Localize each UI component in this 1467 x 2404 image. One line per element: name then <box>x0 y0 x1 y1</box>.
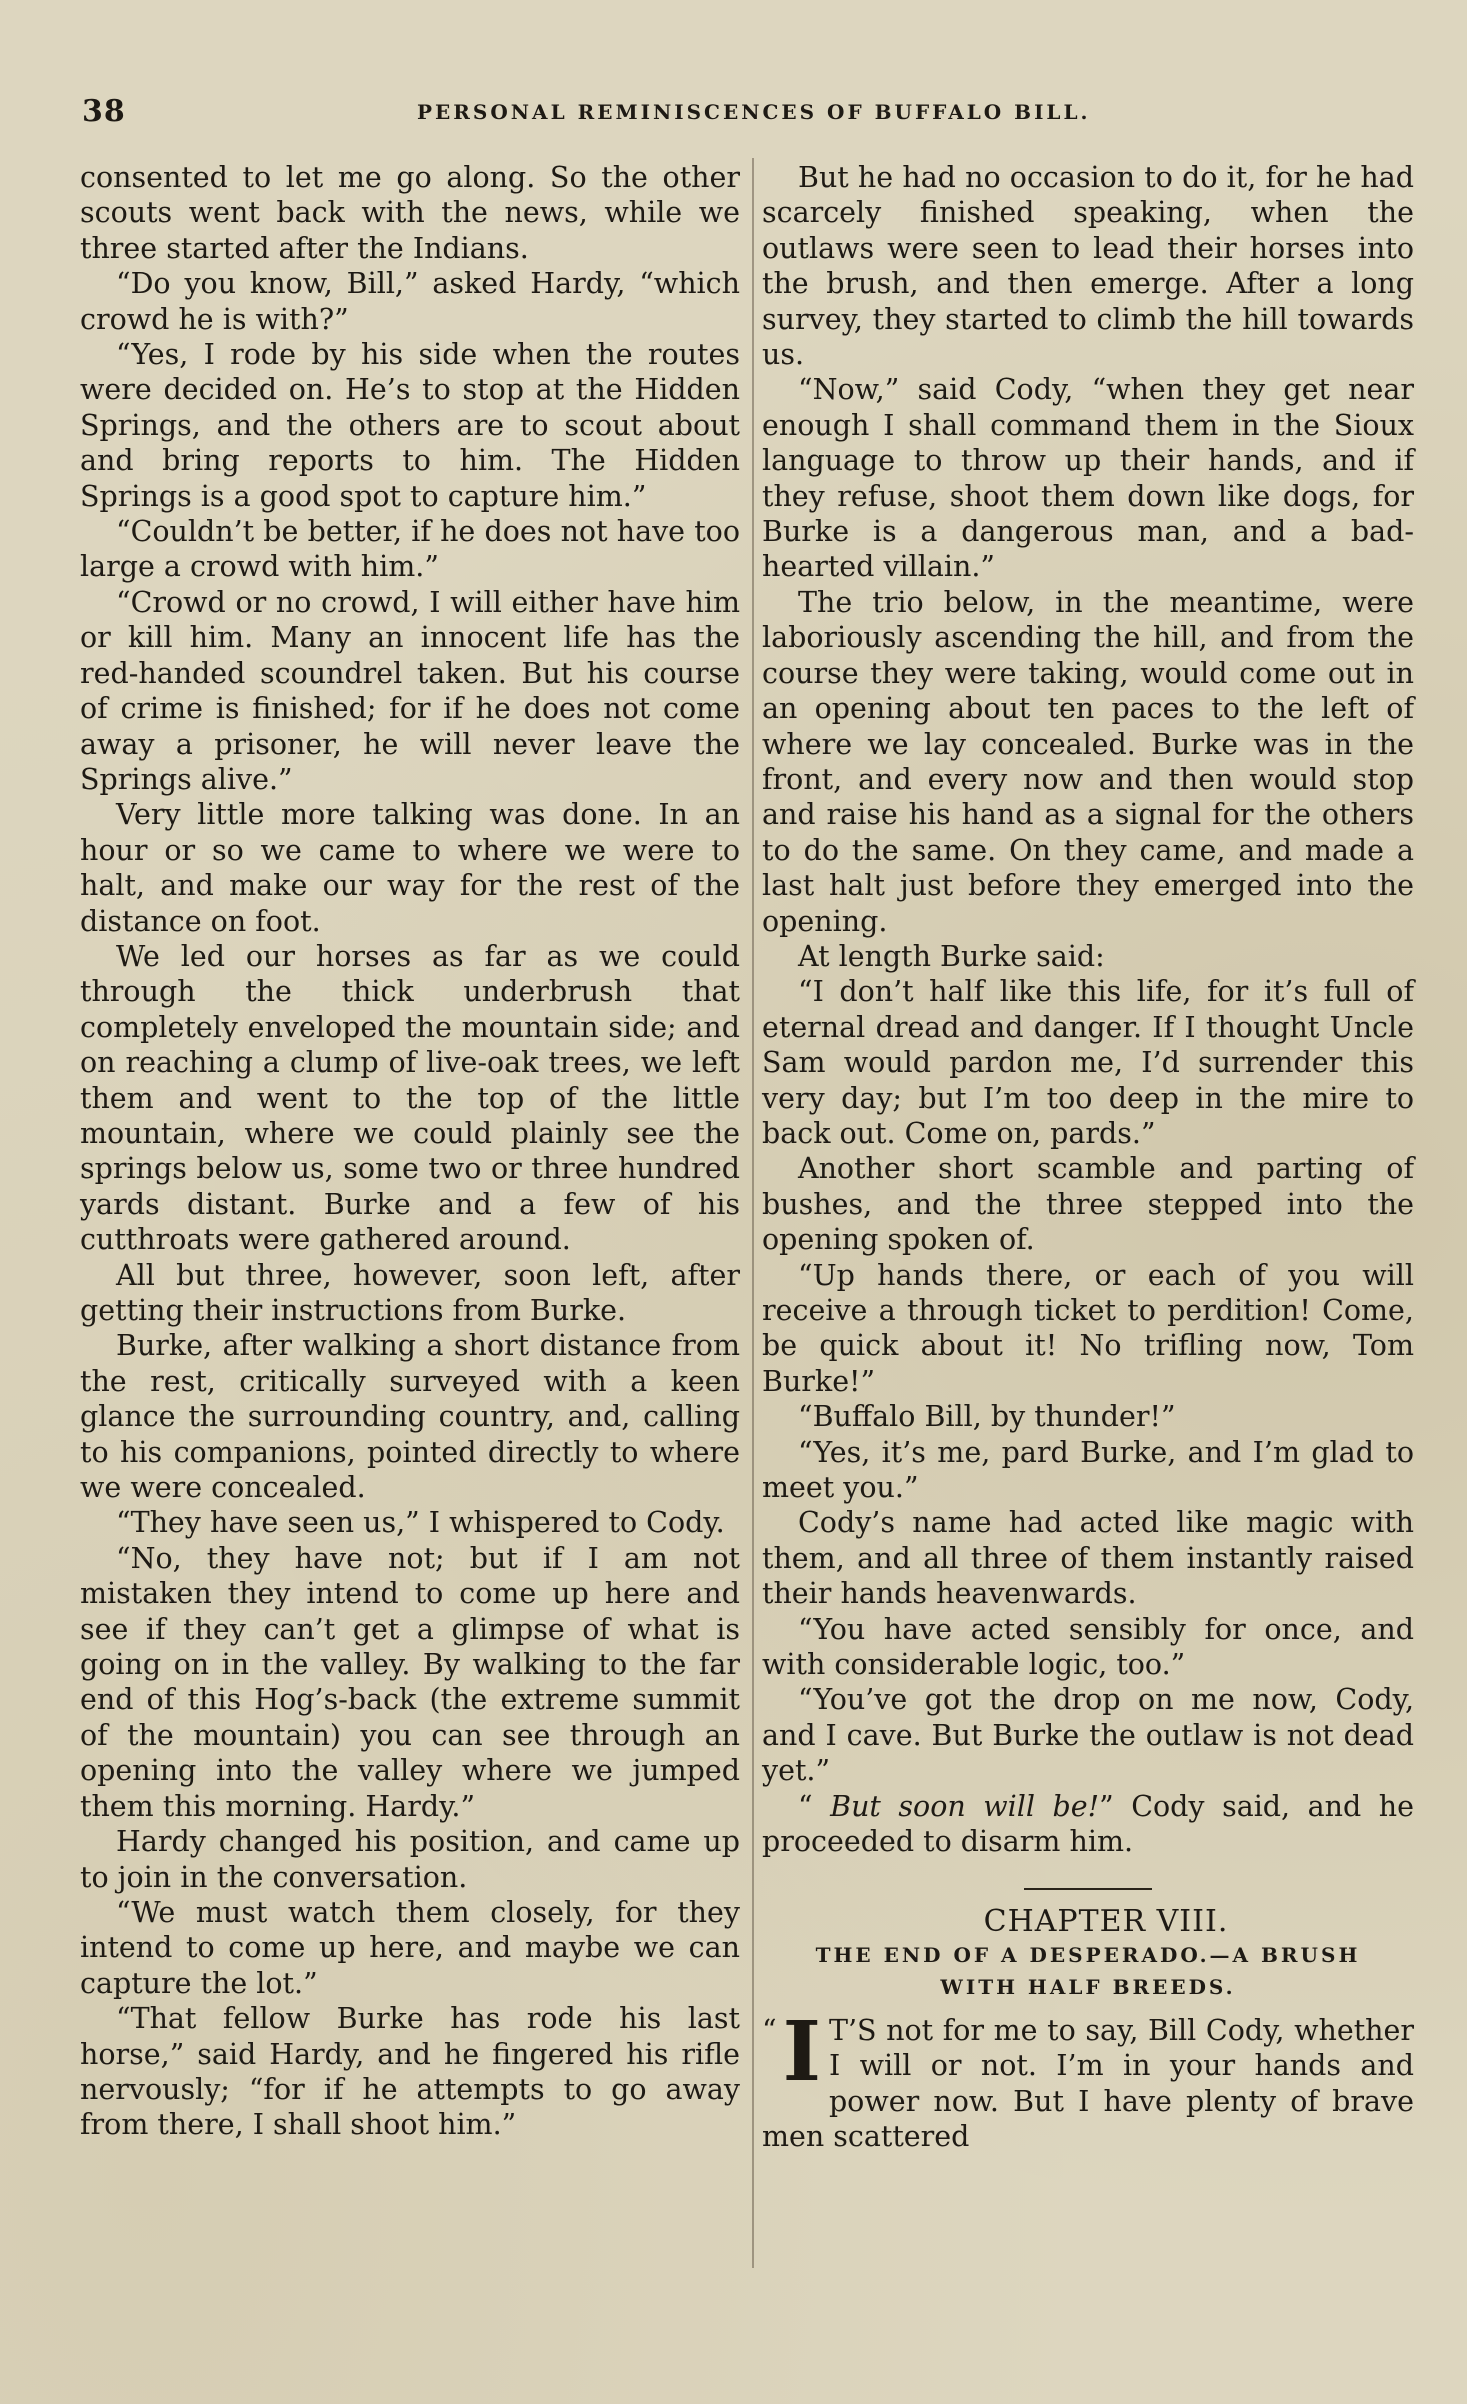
left-column <box>80 160 740 2143</box>
drop-cap: I <box>782 2003 821 2100</box>
paragraph: Another short scamble and parting of bushes, and the three stepped into the opening spoken of. <box>762 1152 1414 1257</box>
paragraph: “Now,” said Cody, “when they get near enough I shall command them in the Sioux language to throw up their hands, and if they refuse, shoot them down like dogs, for Burke is a dangerous man, and a bad-hearted villain.” <box>762 373 1414 584</box>
paragraph <box>762 1789 1414 1860</box>
chapter-subtitle-line: WITH HALF BREEDS. <box>940 1974 1236 1999</box>
column-divider <box>752 158 754 2268</box>
chapter-title: CHAPTER VIII. <box>983 1903 1229 1939</box>
paragraph: The trio below, in the meantime, were laboriously ascending the hill, and from the course they were taking, would come out in an opening about ten paces to the left of where we lay concealed. Burke was in the front, and every now and then would stop and raise his hand as a signal for the others to do the same. On they came, and made a last halt just before they emerged into the opening. <box>762 585 1414 938</box>
paragraph: Very little more talking was done. In an hour or so we came to where we were to halt, and make our way for the rest of the distance on foot. <box>80 798 740 938</box>
paragraph: “Up hands there, or each of you will receive a through ticket to perdition! Come, be quick about it! No trifling now, Tom Burke!” <box>762 1258 1414 1398</box>
paragraph: “We must watch them closely, for they intend to come up here, and maybe we can capture the lot.” <box>80 1895 740 2000</box>
paragraph: Hardy changed his position, and came up to join in the conversation. <box>80 1825 740 1894</box>
paragraph: “You have acted sensibly for once, and with considerable logic, too.” <box>762 1612 1414 1682</box>
paragraph: But he had no occasion to do it, for he had scarcely finished speaking, when the outlaws were seen to lead their horses into the brush, and then emerge. After a long survey, they started to climb the hill towards us. <box>762 161 1414 372</box>
open-quote: “ <box>798 1789 813 1823</box>
paragraph: We led our horses as far as we could through the thick underbrush that completely enveloped the mountain side; and on reaching a clump of live-oak trees, we left them and went to the top of the little mountain, where we could plainly see the springs below us, some two or three hundred yards distant. Burke and a few of his cutthroats were gathered around. <box>80 939 740 1257</box>
paragraph: “Crowd or no crowd, I will either have him or kill him. Many an innocent life has the red-handed scoundrel taken. But his course of crime is finished; for if he does not come away a prisoner, he will never leave the Springs alive.” <box>80 585 740 796</box>
chapter-subtitle-line: THE END OF A DESPERADO.—A BRUSH <box>815 1942 1361 1967</box>
paragraph: “You’ve got the drop on me now, Cody, and I cave. But Burke the outlaw is not dead yet.” <box>762 1683 1414 1788</box>
open-quote: “ <box>762 2013 777 2047</box>
quote-continuation: ” Cody said, and he proceeded to disarm him. <box>762 1789 1415 1859</box>
paragraph: “Yes, I rode by his side when the routes were decided on. He’s to stop at the Hidden Springs, and the others are to scout about and bring reports to him. The Hidden Springs is a good spot to capture him.” <box>80 338 740 513</box>
paragraph: Cody’s name had acted like magic with them, and all three of them instantly raised their hands heavenwards. <box>762 1506 1414 1611</box>
italic-quote: But soon will be! <box>830 1789 1100 1823</box>
paragraph: “Couldn’t be better, if he does not have too large a crowd with him.” <box>80 515 740 584</box>
chapter-opening-text: T’S not for me to say, Bill Cody, whether I will or not. I’m in your hands and power now. But I have plenty of brave men scattered <box>762 2013 1414 2154</box>
paragraph: “Buffalo Bill, by thunder!” <box>798 1400 1176 1434</box>
paragraph: “That fellow Burke has rode his last horse,” said Hardy, and he fingered his rifle nervously; “for if he attempts to go away from there, I shall shoot him.” <box>80 2002 740 2142</box>
paragraph: At length Burke said: <box>798 939 1105 973</box>
running-head: PERSONAL REMINISCENCES OF BUFFALO BILL. <box>417 100 1091 124</box>
paragraph: All but three, however, soon left, after getting their instructions from Burke. <box>80 1258 740 1327</box>
paragraph: “Do you know, Bill,” asked Hardy, “which crowd he is with?” <box>80 267 740 336</box>
chapter-subtitle <box>762 1939 1414 2003</box>
paragraph: consented to let me go along. So the other scouts went back with the news, while we three started after the Indians. <box>80 161 740 265</box>
paragraph: “No, they have not; but if I am not mistaken they intend to come up here and see if they can’t get a glimpse of what is going on in the valley. By walking to the far end of this Hog’s-back (the extreme summit of the mountain) you can see through an opening into the valley where we jumped them this morning. Hardy.” <box>80 1541 740 1823</box>
paragraph: “Yes, it’s me, pard Burke, and I’m glad to meet you.” <box>762 1435 1414 1505</box>
paragraph: Burke, after walking a short distance from the rest, critically surveyed with a keen glance the surrounding country, and, calling to his companions, pointed directly to where we were concealed. <box>80 1329 740 1505</box>
page-number: 38 <box>82 94 126 129</box>
right-column <box>762 160 1414 2155</box>
chapter-rule <box>1024 1888 1152 1890</box>
chapter-opening-paragraph <box>762 2003 1414 2155</box>
paragraph: “I don’t half like this life, for it’s full of eternal dread and danger. If I thought Uncle Sam would pardon me, I’d surrender this very day; but I’m too deep in the mire to back out. Come on, pards.” <box>762 975 1414 1150</box>
page-header <box>82 86 1407 136</box>
paragraph: “They have seen us,” I whispered to Cody. <box>116 1506 725 1540</box>
